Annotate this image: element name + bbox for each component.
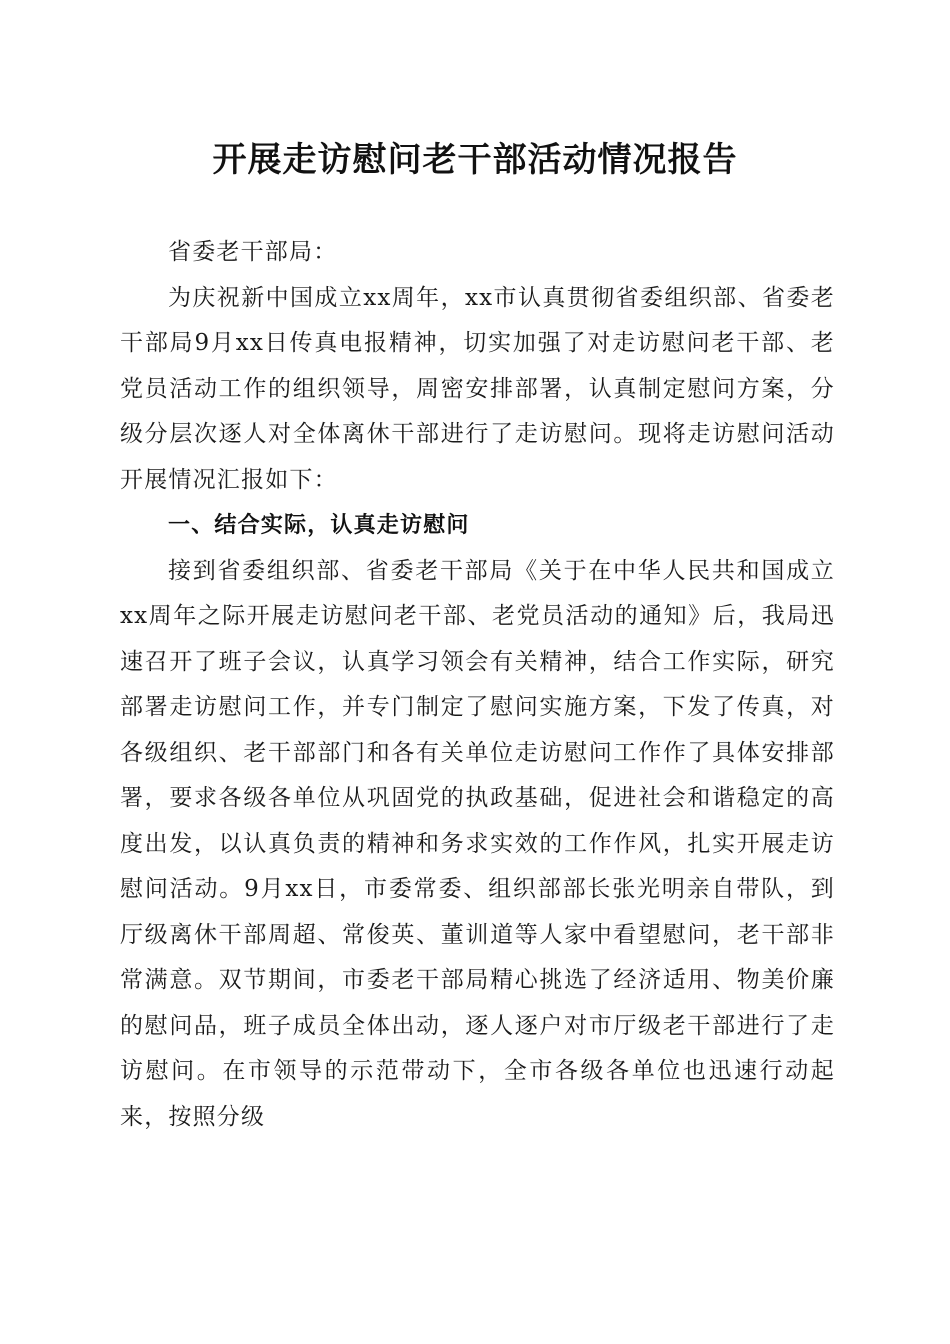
document-title: 开展走访慰问老干部活动情况报告 — [212, 140, 738, 180]
intro-paragraph: 为庆祝新中国成立xx周年，xx市认真贯彻省委组织部、省委老干部局9月xx日传真电报精神，切实加强了对走访慰问老干部、老党员活动工作的组织领导，周密安排部署，认真制定慰问方案，分级分层次逐人对全体离休干部进行了走访慰问。现将走访慰问活动开展情况汇报如下： — [120, 284, 835, 493]
section-heading-1: 一、结合实际，认真走访慰问 — [168, 513, 470, 538]
salutation: 省委老干部局： — [168, 239, 338, 265]
document-body — [120, 230, 835, 1140]
section-1-paragraph: 接到省委组织部、省委老干部局《关于在中华人民共和国成立xx周年之际开展走访慰问老干部、老党员活动的通知》后，我局迅速召开了班子会议，认真学习领会有关精神，结合工作实际，研究部署走访慰问工作，并专门制定了慰问实施方案，下发了传真，对各级组织、老干部部门和各有关单位走访慰问工作作了具体安排部署，要求各级各单位从巩固党的执政基础，促进社会和谐稳定的高度出发，以认真负责的精神和务求实效的工作作风，扎实开展走访慰问活动。9月xx日，市委常委、组织部部长张光明亲自带队，到厅级离休干部周超、常俊英、董训道等人家中看望慰问，老干部非常满意。双节期间，市委老干部局精心挑选了经济适用、物美价廉的慰问品，班子成员全体出动，逐人逐户对市厅级老干部进行了走访慰问。在市领导的示范带动下，全市各级各单位也迅速行动起来，按照分级 — [120, 557, 835, 1130]
